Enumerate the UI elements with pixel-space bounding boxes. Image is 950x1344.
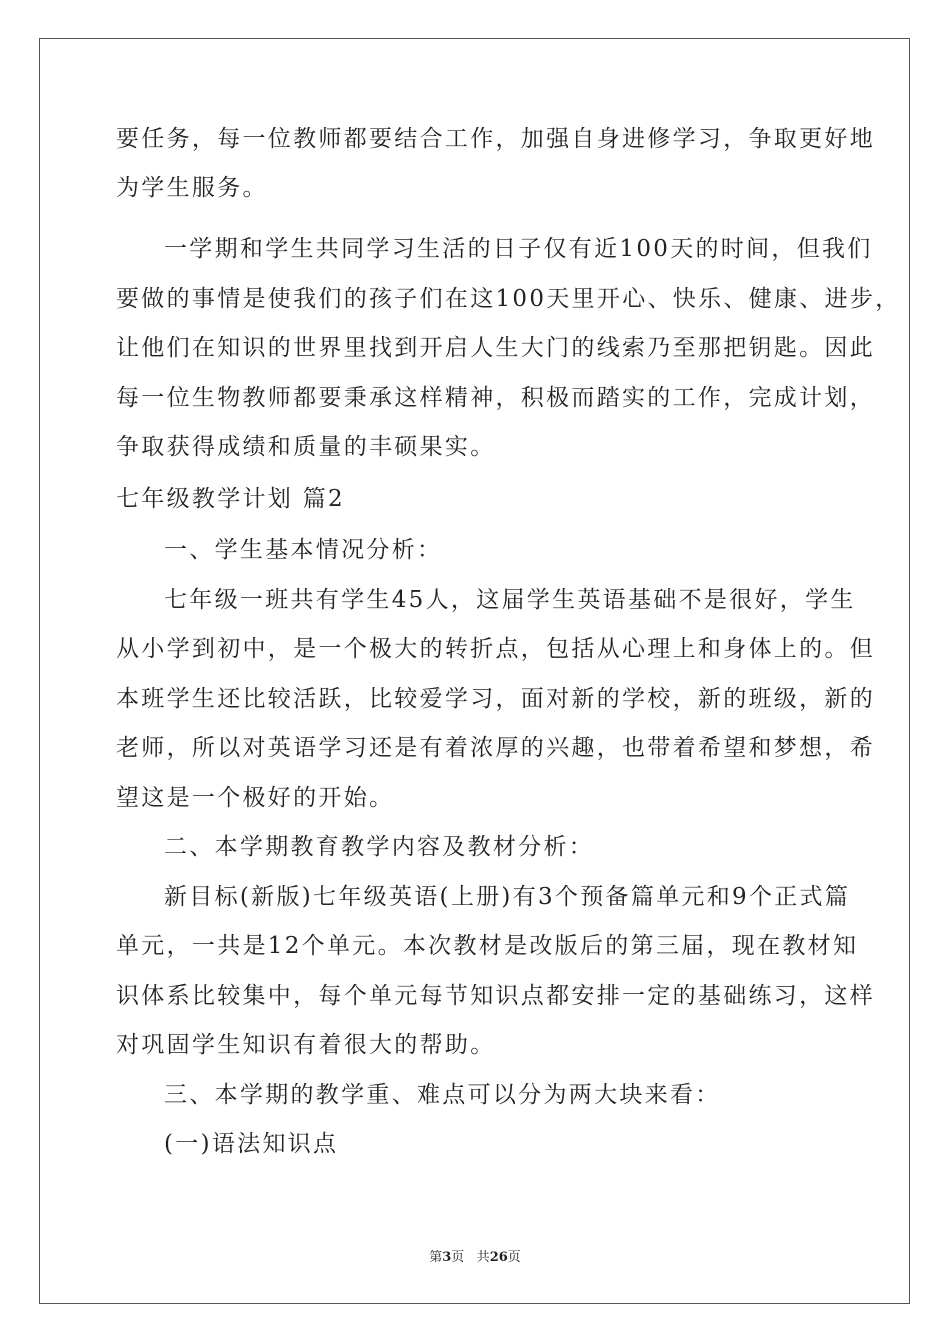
text-line: 为学生服务。 bbox=[116, 175, 268, 201]
subheading: 二、本学期教育教学内容及教材分析： bbox=[164, 834, 595, 860]
text-line: 要做的事情是使我们的孩子们在这100天里开心、快乐、健康、进步， bbox=[116, 286, 901, 312]
text-line: 老师，所以对英语学习还是有着浓厚的兴趣，也带着希望和梦想，希 bbox=[116, 735, 875, 761]
text-line: 单元，一共是12个单元。本次教材是改版后的第三届，现在教材知 bbox=[116, 933, 859, 959]
paragraph-start-line: 一学期和学生共同学习生活的日子仅有近100天的时间，但我们 bbox=[164, 236, 873, 262]
footer-total-suffix: 页 bbox=[507, 1250, 521, 1265]
text-line: 让他们在知识的世界里找到开启人生大门的线索乃至那把钥匙。因此 bbox=[116, 335, 875, 361]
text-line: 对巩固学生知识有着很大的帮助。 bbox=[116, 1032, 496, 1058]
text-line: 每一位生物教师都要秉承这样精神，积极而踏实的工作，完成计划， bbox=[116, 385, 875, 411]
text-line: 从小学到初中，是一个极大的转折点，包括从心理上和身体上的。但 bbox=[116, 636, 875, 662]
text-line: 望这是一个极好的开始。 bbox=[116, 785, 395, 811]
text-line: 识体系比较集中，每个单元每节知识点都安排一定的基础练习，这样 bbox=[116, 983, 875, 1009]
paragraph-start-line: 七年级一班共有学生45人，这届学生英语基础不是很好，学生 bbox=[164, 587, 856, 613]
footer-page-suffix: 页 bbox=[451, 1250, 465, 1265]
text-line: 本班学生还比较活跃，比较爱学习，面对新的学校，新的班级，新的 bbox=[116, 686, 875, 712]
page-footer bbox=[0, 1246, 950, 1265]
footer-page-number: 3 bbox=[442, 1250, 452, 1265]
footer-total-pages: 26 bbox=[489, 1250, 508, 1265]
text-line: 争取获得成绩和质量的丰硕果实。 bbox=[116, 434, 496, 460]
subheading: (一)语法知识点 bbox=[164, 1131, 339, 1157]
paragraph-start-line: 新目标(新版)七年级英语(上册)有3个预备篇单元和9个正式篇 bbox=[164, 884, 851, 910]
footer-total-prefix: 共 bbox=[476, 1250, 490, 1265]
footer-page-prefix: 第 bbox=[429, 1250, 443, 1265]
subheading: 一、学生基本情况分析： bbox=[164, 537, 443, 563]
text-line: 要任务，每一位教师都要结合工作，加强自身进修学习，争取更好地 bbox=[116, 126, 875, 152]
subheading: 三、本学期的教学重、难点可以分为两大块来看： bbox=[164, 1082, 721, 1108]
page-border bbox=[39, 38, 910, 1304]
section-heading: 七年级教学计划 篇2 bbox=[116, 486, 345, 512]
